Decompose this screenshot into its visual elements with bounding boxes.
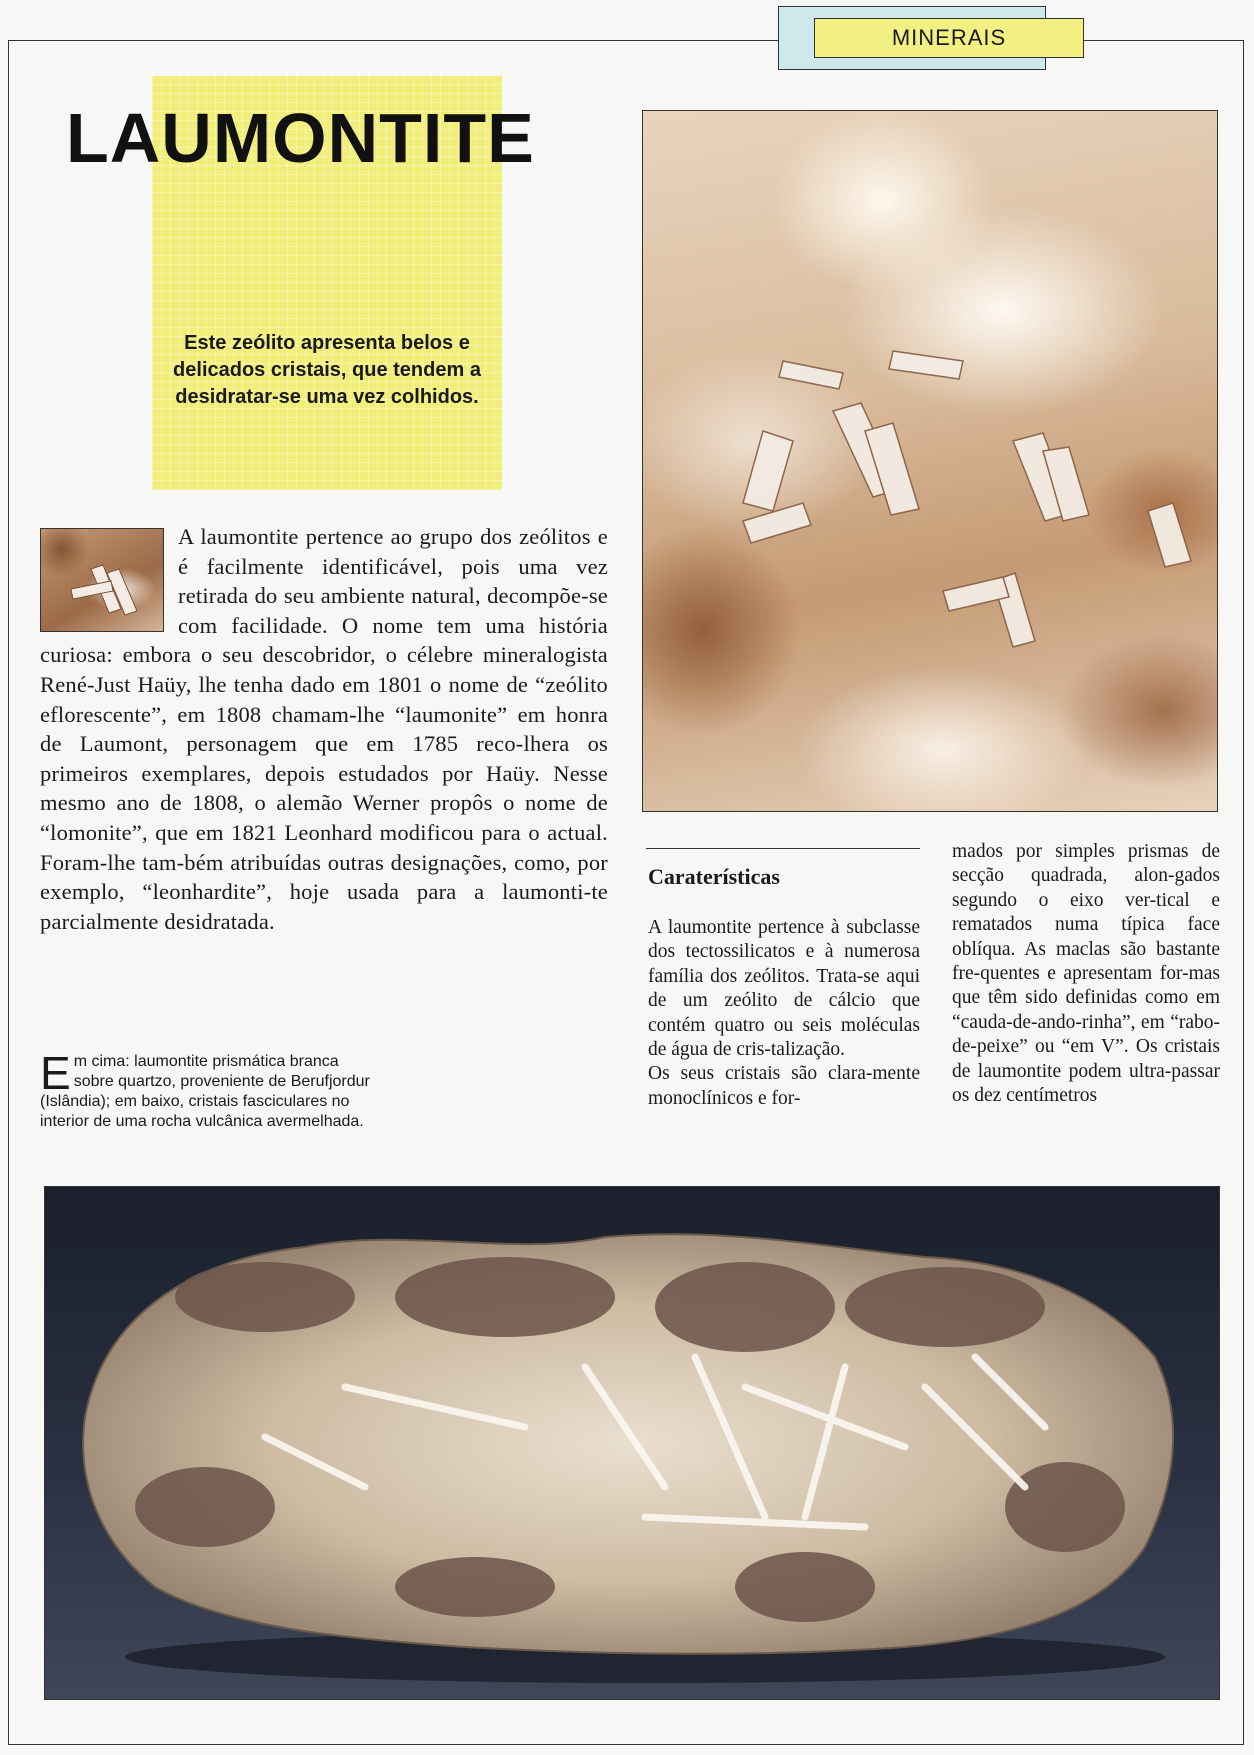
- section-tab-label: MINERAIS: [891, 25, 1007, 50]
- characteristics-column-1: A laumontite pertence à subclasse dos tectossilicatos e à numerosa família dos zeólitos. Trata-se aqui de um zeólito de cálcio que contém quatro ou seis moléculas de água de cris-talização. Os seus cristais são clara-mente monoclínicos e for-: [648, 917, 920, 1109]
- body-paragraph: [40, 522, 608, 936]
- section-divider: [646, 848, 920, 849]
- characteristics-column-2: mados por simples prismas de secção quadrada, alon-gados segundo o eixo ver-tical e rematados numa típica face oblíqua. As maclas são bastante fre-quentes e apresentam for-mas que têm sido definidas como em “cauda-de-ando-rinha”, em “rabo-de-peixe” ou “em V”. Os cristais de laumontite podem ultra-passar os dez centímetros: [952, 841, 1220, 1107]
- caption-text: m cima: laumontite prismática branca sobre quartzo, proveniente de Berufjordur (Islândia); em baixo, cristais fasciculares no interior de uma rocha vulcânica avermelhada.: [40, 1053, 370, 1130]
- laumontite-crystals-photo: [642, 110, 1218, 812]
- volcanic-rock-specimen-photo: [44, 1186, 1220, 1700]
- characteristics-heading: Caraterísticas: [648, 864, 780, 889]
- photo-caption: [40, 1047, 370, 1132]
- body-text: A laumontite pertence ao grupo dos zeólitos e é facilmente identificável, pois uma vez retirada do seu ambiente natural, decompõe-se com facilidade. O nome tem uma história curiosa: embora o seu descobridor, o célebre mineralogista René-Just Haüy, lhe tenha dado em 1801 o nome de “zeólito eflorescente”, em 1808 chamam-lhe “laumonite” em honra de Laumont, personagem que em 1785 reco-lhera os primeiros exemplares, depois estudados por Haüy. Nesse mesmo ano de 1808, o alemão Werner propôs o nome de “lomonite”, que em 1821 Leonhard modificou para o actual. Foram-lhe tam-bém atribuídas outras designações, como, por exemplo, “leonhardite”, hoje usada para a laumonti-te parcialmente desidratada.: [40, 524, 608, 934]
- page-title: LAUMONTITE: [66, 99, 535, 177]
- rock-specimen-illustration: [45, 1187, 1220, 1700]
- lead-paragraph: Este zeólito apresenta belos e delicados cristais, que tendem a desidratar-se uma vez colhidos.: [173, 332, 481, 408]
- caption-dropcap: E: [40, 1047, 71, 1099]
- crystal-prisms-illustration: [643, 111, 1218, 812]
- section-tab: [814, 18, 1084, 58]
